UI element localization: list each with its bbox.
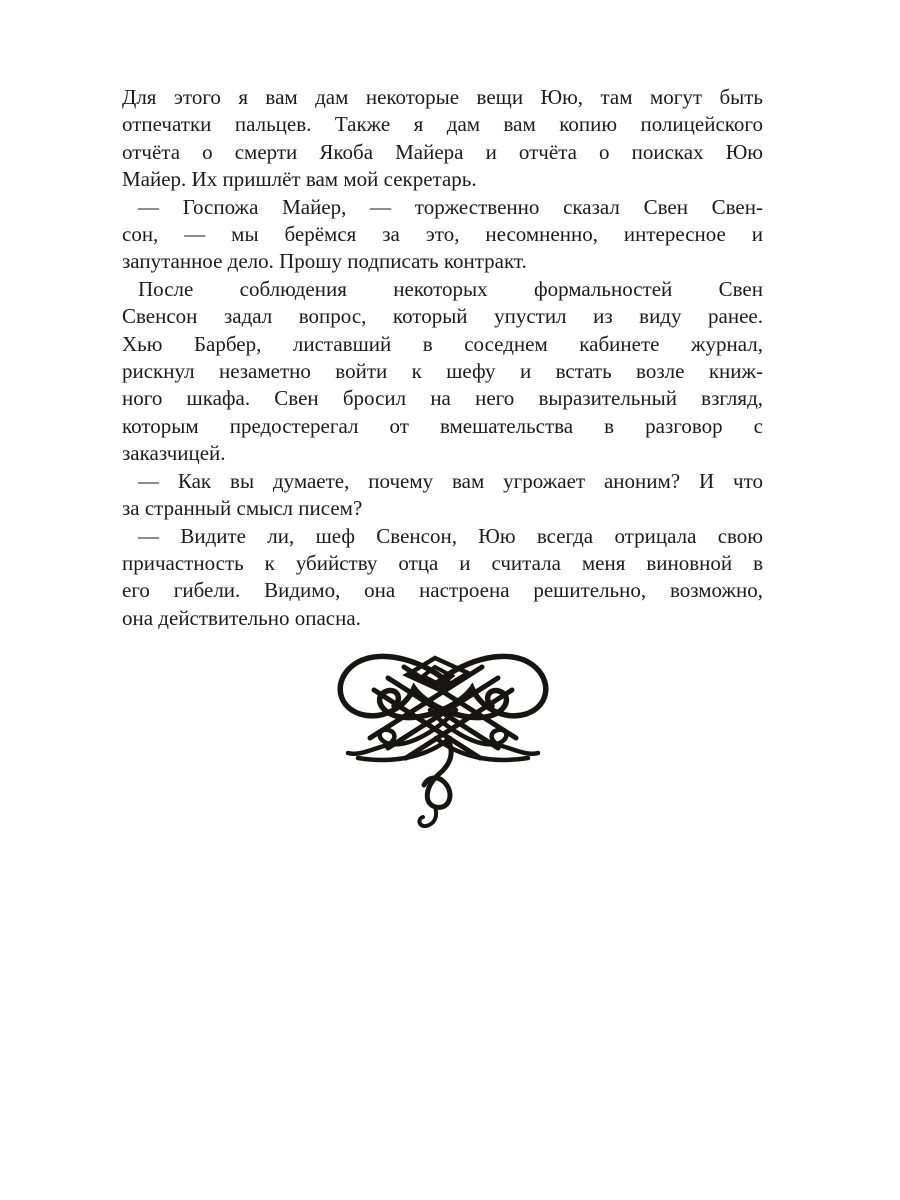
text-line: Майер. Их пришлёт вам мой секретарь.	[122, 167, 477, 192]
text-line: — Как вы думаете, почему вам угрожает аноним? И что	[138, 468, 763, 493]
text-line: сон, — мы берёмся за это, несомненно, интересное и	[122, 222, 763, 247]
text-line: за странный смысл писем?	[122, 496, 363, 521]
book-page-text-block	[122, 84, 763, 632]
text-line: причастность к убийству отца и считала меня виновной в	[122, 550, 763, 575]
paragraph	[122, 84, 763, 194]
text-line: Хью Барбер, листавший в соседнем кабинете журнал,	[122, 331, 763, 356]
paragraph	[122, 523, 763, 633]
text-line: Свенсон задал вопрос, который упустил из виду ранее.	[122, 304, 763, 329]
text-line: ного шкафа. Свен бросил на него выразительный взгляд,	[122, 386, 763, 411]
text-line: она действительно опасна.	[122, 605, 361, 630]
paragraph	[122, 276, 763, 468]
text-line: Для этого я вам дам некоторые вещи Юю, там могут быть	[122, 85, 763, 109]
text-line: рискнул незаметно войти к шефу и встать возле книж-	[122, 359, 763, 384]
text-line: запутанное дело. Прошу подписать контракт.	[122, 249, 527, 274]
text-line: После соблюдения некоторых формальностей Свен	[138, 276, 763, 301]
paragraph	[122, 468, 763, 523]
text-line: отчёта о смерти Якоба Майера и отчёта о поисках Юю	[122, 139, 763, 164]
text-line: — Видите ли, шеф Свенсон, Юю всегда отрицала свою	[138, 523, 763, 548]
text-line: которым предостерегал от вмешательства в разговор с	[122, 413, 763, 438]
flourish-svg	[330, 650, 560, 828]
text-line: заказчицей.	[122, 441, 226, 466]
ornament-flourish	[330, 650, 560, 828]
text-line: отпечатки пальцев. Также я дам вам копию полицейского	[122, 112, 763, 137]
paragraph	[122, 194, 763, 276]
text-line: его гибели. Видимо, она настроена решительно, возможно,	[122, 578, 763, 603]
text-line: — Госпожа Майер, — торжественно сказал Свен Свен-	[138, 194, 763, 219]
